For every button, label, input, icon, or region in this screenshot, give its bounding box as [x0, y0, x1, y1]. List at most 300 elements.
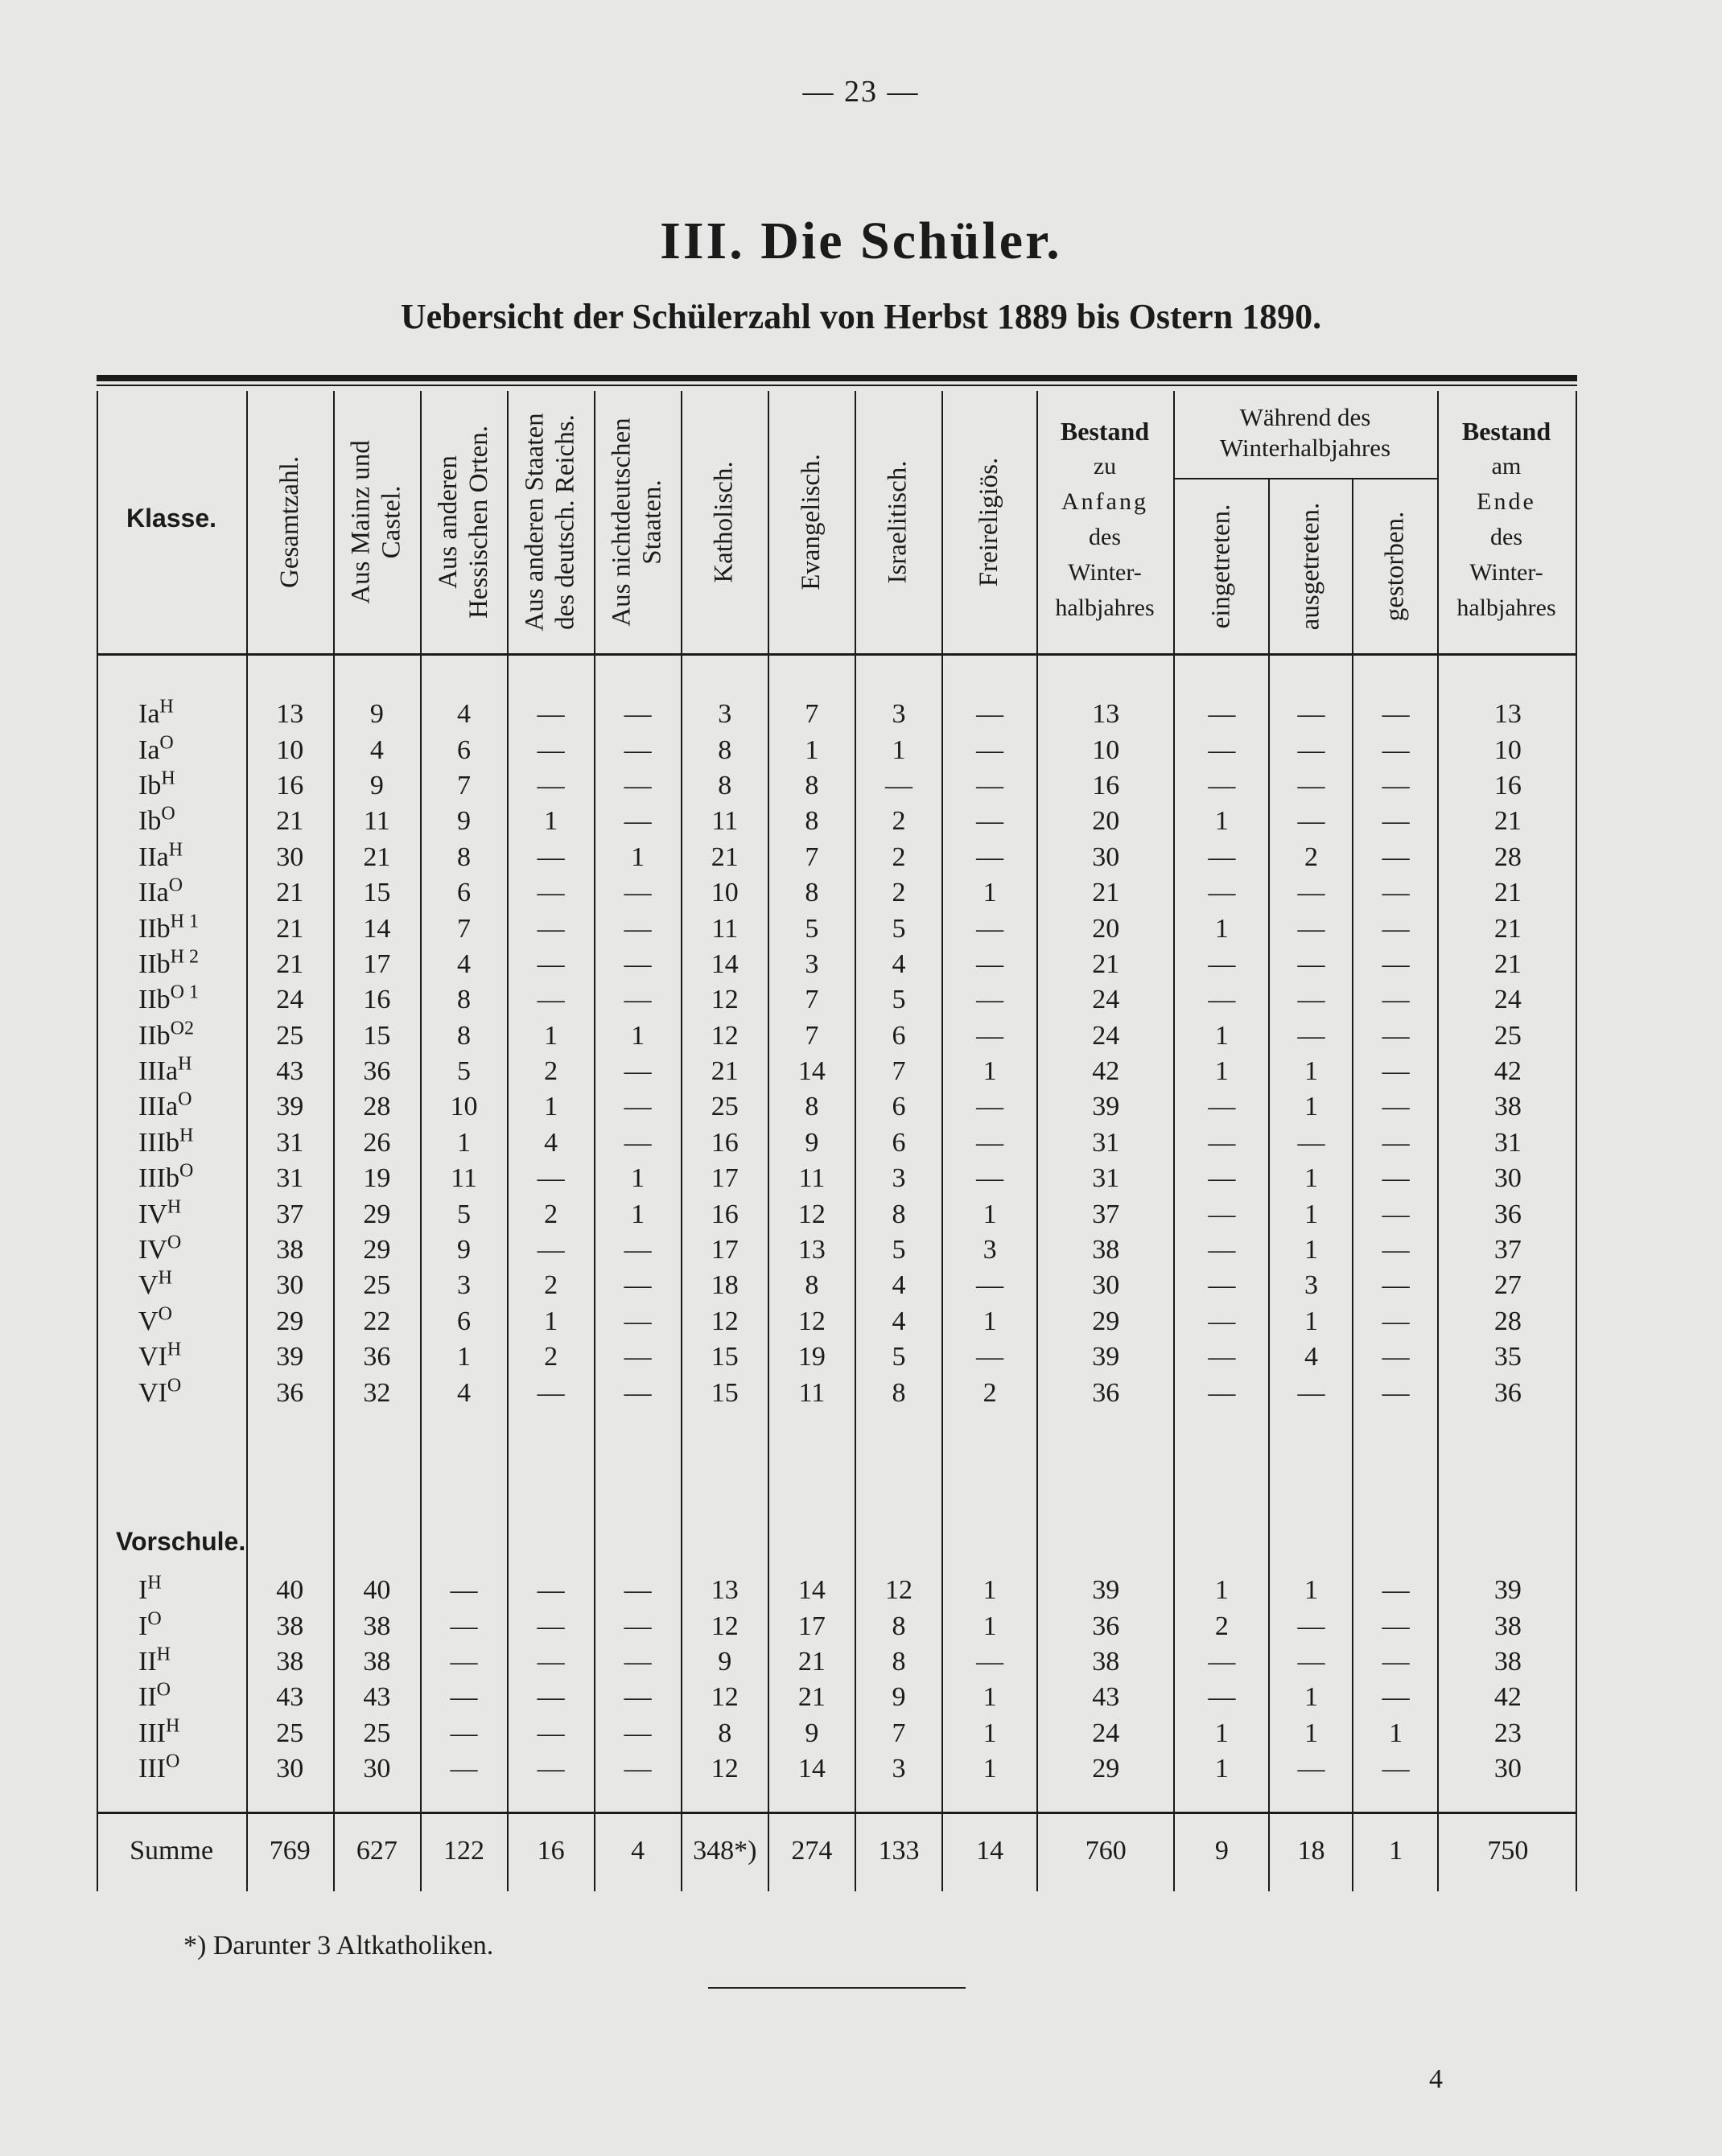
header-klasse: Klasse. [126, 504, 217, 533]
table-cell: 16 [1092, 770, 1120, 800]
table-cell: 21 [797, 1682, 826, 1713]
table-cell: 1 [983, 1754, 997, 1784]
table-cell: 11 [798, 1163, 826, 1194]
table-cell: — [1382, 878, 1410, 908]
table-cell: — [1208, 1235, 1236, 1265]
table-cell: — [1382, 1056, 1410, 1087]
table-cell: 29 [363, 1235, 391, 1265]
table-cell: — [1382, 1342, 1410, 1372]
header-aus-mainz: Aus Mainz und Castel. [347, 440, 407, 604]
table-cell: — [1382, 1575, 1410, 1606]
table-cell: — [1208, 1377, 1236, 1408]
table-cell: 38 [363, 1646, 391, 1677]
table-cell: 30 [1092, 841, 1120, 872]
table-cell: — [624, 913, 652, 944]
table-cell: 17 [711, 1163, 739, 1194]
table-row [97, 1375, 1577, 1410]
table-cell: 21 [276, 878, 304, 908]
table-cell: — [1208, 1199, 1236, 1229]
table-cell: 36 [1493, 1377, 1522, 1408]
table-cell: 31 [1092, 1127, 1120, 1158]
table-cell: 19 [797, 1342, 826, 1372]
table-cell: 28 [1493, 1306, 1522, 1336]
table-cell: 38 [1493, 1092, 1522, 1122]
table-cell: 29 [1092, 1306, 1120, 1336]
class-cell [97, 947, 246, 982]
table-cell: — [537, 841, 565, 872]
table-cell: 1 [1304, 1092, 1319, 1122]
table-cell: 1 [631, 1163, 645, 1194]
table-cell: 3 [892, 699, 906, 730]
table-cell: — [976, 1127, 1004, 1158]
table-cell: 36 [276, 1377, 304, 1408]
table-cell: — [450, 1646, 478, 1677]
table-cell: 4 [456, 948, 471, 979]
table-cell: 21 [276, 948, 304, 979]
table-cell: 7 [805, 1020, 819, 1051]
class-cell [97, 697, 246, 732]
table-cell: 31 [276, 1163, 304, 1194]
table-cell: 38 [363, 1611, 391, 1641]
table-cell: 11 [363, 806, 390, 837]
table-cell: — [1208, 770, 1236, 800]
table-cell: 3 [718, 699, 732, 730]
table-cell: — [624, 699, 652, 730]
table-cell: 18 [711, 1270, 739, 1301]
table-cell: 27 [1493, 1270, 1522, 1301]
table-row [97, 804, 1577, 839]
table-cell: 12 [711, 1020, 739, 1051]
header-waehrend: Während des Winterhalbjahres [1219, 403, 1391, 462]
table-cell: 19 [363, 1163, 391, 1194]
table-cell: 7 [892, 1718, 906, 1748]
table-row [97, 1196, 1577, 1232]
table-cell: 9 [805, 1718, 819, 1748]
class-name: Ia [138, 734, 160, 765]
table-row [97, 1268, 1577, 1303]
table-cell: 133 [878, 1836, 920, 1866]
table-cell: 12 [711, 1682, 739, 1713]
table-cell: 40 [363, 1575, 391, 1606]
table-cell: 2 [1304, 841, 1319, 872]
class-semester: O [167, 1375, 182, 1397]
table-cell: 16 [1493, 770, 1522, 800]
table-cell: — [976, 1092, 1004, 1122]
table-cell: 14 [797, 1575, 826, 1606]
table-cell: 9 [456, 1235, 471, 1265]
class-semester: H [167, 1196, 182, 1218]
class-name: VI [138, 1377, 167, 1408]
table-cell: 2 [892, 806, 906, 837]
table-cell: 17 [711, 1235, 739, 1265]
table-cell: 36 [1092, 1377, 1120, 1408]
table-cell: — [1382, 1682, 1410, 1713]
class-name: V [138, 1270, 159, 1301]
table-cell: 13 [711, 1575, 739, 1606]
table-row [97, 1680, 1577, 1715]
table-cell: 7 [805, 699, 819, 730]
table-cell: 1 [1304, 1682, 1319, 1713]
table-cell: 8 [892, 1377, 906, 1408]
table-cell: 1 [1389, 1836, 1403, 1866]
table-cell: 1 [983, 1682, 997, 1713]
header-bestand-anfang: Bestand zu Anfang des Winter- halbjahres [1055, 417, 1155, 621]
table-cell: — [1382, 734, 1410, 765]
class-semester: O [167, 1232, 182, 1253]
table-cell: 12 [711, 1611, 739, 1641]
class-cell [97, 1232, 246, 1268]
table-cell: 17 [797, 1611, 826, 1641]
class-name: IIIa [138, 1056, 179, 1087]
class-name: IV [138, 1235, 167, 1265]
table-cell: 9 [892, 1682, 906, 1713]
table-cell: 5 [456, 1199, 471, 1229]
table-cell: 31 [1493, 1127, 1522, 1158]
class-semester: O [159, 732, 174, 754]
table-row [97, 732, 1577, 767]
class-cell [97, 911, 246, 946]
table-cell: 2 [544, 1199, 558, 1229]
table-cell: 9 [1214, 1836, 1229, 1866]
table-cell: 39 [276, 1092, 304, 1122]
table-cell: 38 [276, 1235, 304, 1265]
table-cell: — [450, 1611, 478, 1641]
table-row [97, 1089, 1577, 1125]
table-cell: 1 [544, 1306, 558, 1336]
table-cell: 20 [1092, 913, 1120, 944]
table-cell: 760 [1085, 1836, 1127, 1866]
table-cell: 25 [363, 1270, 391, 1301]
table-cell: 2 [544, 1270, 558, 1301]
vorschule-rows [97, 1573, 1577, 1787]
table-cell: 1 [456, 1127, 471, 1158]
table-cell: 8 [718, 1718, 732, 1748]
table-cell: — [624, 1092, 652, 1122]
table-cell: 4 [456, 1377, 471, 1408]
table-cell: 8 [718, 770, 732, 800]
table-cell: 7 [456, 770, 471, 800]
table-cell: 769 [269, 1836, 311, 1866]
header-ausgetreten: ausgetreten. [1296, 502, 1325, 631]
table-cell: 38 [276, 1646, 304, 1677]
class-cell [97, 1304, 246, 1339]
summe-label: Summe [130, 1836, 214, 1866]
table-cell: 8 [456, 1020, 471, 1051]
table-cell: — [1382, 948, 1410, 979]
table-cell: — [1297, 1646, 1325, 1677]
table-cell: 13 [276, 699, 304, 730]
table-cell: 40 [276, 1575, 304, 1606]
table-cell: — [537, 1611, 565, 1641]
table-cell: 39 [1092, 1575, 1120, 1606]
table-cell: 4 [892, 1306, 906, 1336]
table-cell: — [1297, 1611, 1325, 1641]
table-cell: — [976, 770, 1004, 800]
table-cell: 16 [711, 1127, 739, 1158]
class-semester: H [168, 839, 183, 861]
table-cell: 1 [1214, 806, 1229, 837]
table-cell: 10 [1092, 734, 1120, 765]
table-cell: 21 [1493, 913, 1522, 944]
table-row [97, 1304, 1577, 1339]
table-cell: — [624, 1646, 652, 1677]
table-cell: 30 [276, 841, 304, 872]
table-cell: — [450, 1754, 478, 1784]
table-cell: 4 [892, 1270, 906, 1301]
table-row [97, 1161, 1577, 1196]
table-cell: — [1382, 1611, 1410, 1641]
table-cell: 15 [363, 1020, 391, 1051]
table-cell: 9 [805, 1127, 819, 1158]
table-cell: — [450, 1575, 478, 1606]
header-freireligioes: Freireligiös. [974, 457, 1003, 587]
class-name: II [138, 1646, 157, 1677]
table-cell: 7 [805, 841, 819, 872]
table-cell: — [1208, 1342, 1236, 1372]
table-cell: 38 [1092, 1646, 1120, 1677]
table-cell: — [624, 806, 652, 837]
table-cell: — [624, 985, 652, 1015]
class-name: Ib [138, 770, 162, 800]
table-cell: 5 [892, 1342, 906, 1372]
table-cell: — [1208, 1682, 1236, 1713]
table-cell: — [976, 913, 1004, 944]
table-cell: 15 [363, 878, 391, 908]
class-name: III [138, 1754, 166, 1784]
table-cell: 25 [276, 1718, 304, 1748]
table-cell: 12 [711, 1306, 739, 1336]
class-semester: H 2 [170, 946, 199, 968]
class-cell [97, 732, 246, 767]
class-name: IV [138, 1199, 167, 1229]
table-cell: 1 [983, 1199, 997, 1229]
table-cell: 1 [983, 1718, 997, 1748]
table-cell: 2 [892, 841, 906, 872]
table-cell: — [1382, 1270, 1410, 1301]
class-cell [97, 1751, 246, 1787]
table-cell: 24 [276, 985, 304, 1015]
table-cell: — [1297, 806, 1325, 837]
class-semester: O [165, 1751, 180, 1772]
table-cell: 14 [711, 948, 739, 979]
class-name: II [138, 1682, 157, 1713]
table-cell: — [1208, 1646, 1236, 1677]
class-name: VI [138, 1342, 167, 1372]
table-cell: 5 [805, 913, 819, 944]
table-cell: 21 [1493, 806, 1522, 837]
table-cell: 5 [892, 985, 906, 1015]
class-cell [97, 982, 246, 1018]
table-title: Uebersicht der Schülerzahl von Herbst 1889 bis Ostern 1890. [400, 297, 1322, 336]
table-cell: 3 [805, 948, 819, 979]
signature-number: 4 [1429, 2064, 1443, 2094]
class-name: Ia [138, 699, 160, 730]
table-cell: — [624, 1056, 652, 1087]
table-cell: — [537, 699, 565, 730]
table-cell: 9 [718, 1646, 732, 1677]
table-cell: 3 [456, 1270, 471, 1301]
class-name: IIb [138, 948, 171, 979]
table-cell: 28 [1493, 841, 1522, 872]
table-cell: — [624, 1377, 652, 1408]
table-cell: — [1382, 1127, 1410, 1158]
chapter-title: III. Die Schüler. [660, 212, 1062, 270]
table-cell: 29 [276, 1306, 304, 1336]
table-cell: — [1382, 985, 1410, 1015]
table-cell: 1 [1389, 1718, 1403, 1748]
table-cell: — [537, 1377, 565, 1408]
table-cell: 1 [1214, 1754, 1229, 1784]
table-cell: 1 [1304, 1056, 1319, 1087]
table-row [97, 1018, 1577, 1054]
table-cell: 1 [631, 1199, 645, 1229]
table-cell: 10 [450, 1092, 478, 1122]
table-cell: — [1382, 699, 1410, 730]
table-cell: — [976, 948, 1004, 979]
header-bottom-rule [97, 653, 1577, 656]
table-cell: 1 [544, 1020, 558, 1051]
table-cell: 15 [711, 1342, 739, 1372]
table-cell: 14 [797, 1754, 826, 1784]
table-cell: — [1208, 699, 1236, 730]
table-cell: — [976, 985, 1004, 1015]
table-cell: 4 [544, 1127, 558, 1158]
table-cell: 37 [1092, 1199, 1120, 1229]
table-cell: — [624, 1575, 652, 1606]
table-cell: — [1297, 1377, 1325, 1408]
class-cell [97, 1375, 246, 1410]
table-cell: 39 [1092, 1342, 1120, 1372]
table-cell: 24 [1493, 985, 1522, 1015]
table-cell: 30 [1092, 1270, 1120, 1301]
class-semester: H [156, 1644, 171, 1665]
table-cell: 21 [1493, 948, 1522, 979]
class-cell [97, 1608, 246, 1644]
table-cell: 4 [631, 1836, 645, 1866]
table-cell: — [1208, 841, 1236, 872]
table-row [97, 768, 1577, 804]
table-cell: — [1297, 1754, 1325, 1784]
table-cell: 5 [892, 913, 906, 944]
table-cell: 1 [1214, 1575, 1229, 1606]
table-cell: 43 [363, 1682, 391, 1713]
table-cell: 8 [805, 770, 819, 800]
table-cell: 2 [544, 1056, 558, 1087]
table-cell: 21 [276, 913, 304, 944]
table-cell: 13 [1493, 699, 1522, 730]
table-cell: 16 [363, 985, 391, 1015]
table-cell: 1 [1304, 1199, 1319, 1229]
table-cell: 8 [805, 1270, 819, 1301]
table-cell: 6 [892, 1127, 906, 1158]
class-name: III [138, 1718, 166, 1748]
table-cell: 36 [363, 1342, 391, 1372]
table-cell: 1 [1214, 1020, 1229, 1051]
table-cell: 43 [276, 1682, 304, 1713]
class-cell [97, 1018, 246, 1054]
table-cell: — [537, 913, 565, 944]
table-cell: 1 [983, 1056, 997, 1087]
table-row [97, 1054, 1577, 1089]
table-cell: 1 [1214, 913, 1229, 944]
table-cell: 30 [363, 1754, 391, 1784]
table-row [97, 875, 1577, 911]
table-cell: — [1382, 1092, 1410, 1122]
table-cell: 1 [983, 1575, 997, 1606]
table-cell: — [976, 699, 1004, 730]
table-cell: 21 [1092, 948, 1120, 979]
table-row [97, 947, 1577, 982]
table-cell: — [624, 1306, 652, 1336]
table-cell: 8 [456, 985, 471, 1015]
table-cell: 13 [1092, 699, 1120, 730]
table-cell: — [1297, 913, 1325, 944]
table-cell: 36 [363, 1056, 391, 1087]
class-name: I [138, 1575, 148, 1606]
table-cell: — [450, 1718, 478, 1748]
page-number: — 23 — [802, 75, 920, 109]
table-cell: 11 [798, 1377, 826, 1408]
table-cell: — [1382, 1754, 1410, 1784]
table-cell: 12 [797, 1306, 826, 1336]
table-cell: — [624, 1718, 652, 1748]
table-cell: 25 [363, 1718, 391, 1748]
table-cell: — [976, 841, 1004, 872]
table-cell: — [537, 948, 565, 979]
table-cell: — [1382, 1199, 1410, 1229]
table-cell: 43 [276, 1056, 304, 1087]
table-cell: 9 [456, 806, 471, 837]
class-semester: H [147, 1572, 162, 1594]
table-cell: — [1297, 985, 1325, 1015]
table-cell: 14 [797, 1056, 826, 1087]
table-cell: — [624, 1235, 652, 1265]
table-cell: 6 [456, 878, 471, 908]
table-cell: 1 [1214, 1718, 1229, 1748]
table-cell: — [1208, 1270, 1236, 1301]
table-cell: 38 [1092, 1235, 1120, 1265]
table-cell: — [624, 948, 652, 979]
table-cell: — [537, 770, 565, 800]
class-semester: O [161, 804, 175, 825]
table-cell: 11 [711, 806, 739, 837]
header-hessische-orte: Aus anderen Hessischen Orten. [434, 425, 494, 619]
table-cell: 35 [1493, 1342, 1522, 1372]
table-row [97, 982, 1577, 1018]
class-cell [97, 1680, 246, 1715]
table-cell: 7 [456, 913, 471, 944]
table-cell: — [976, 1342, 1004, 1372]
table-cell: 1 [1304, 1718, 1319, 1748]
table-cell: — [1382, 1020, 1410, 1051]
table-cell: 5 [892, 1235, 906, 1265]
table-cell: 29 [1092, 1754, 1120, 1784]
table-cell: 21 [276, 806, 304, 837]
table-cell: — [624, 1270, 652, 1301]
table-row [97, 1232, 1577, 1268]
table-cell: 30 [1493, 1163, 1522, 1194]
header-gesamtzahl: Gesamtzahl. [275, 455, 304, 589]
table-cell: — [537, 1682, 565, 1713]
table-row [97, 1608, 1577, 1644]
table-cell: — [1297, 1020, 1325, 1051]
table-cell: 1 [1304, 1575, 1319, 1606]
table-cell: 1 [983, 1611, 997, 1641]
table-cell: 1 [544, 1092, 558, 1122]
class-semester: H [159, 696, 174, 718]
class-semester: H [158, 1268, 172, 1290]
class-cell [97, 1716, 246, 1751]
